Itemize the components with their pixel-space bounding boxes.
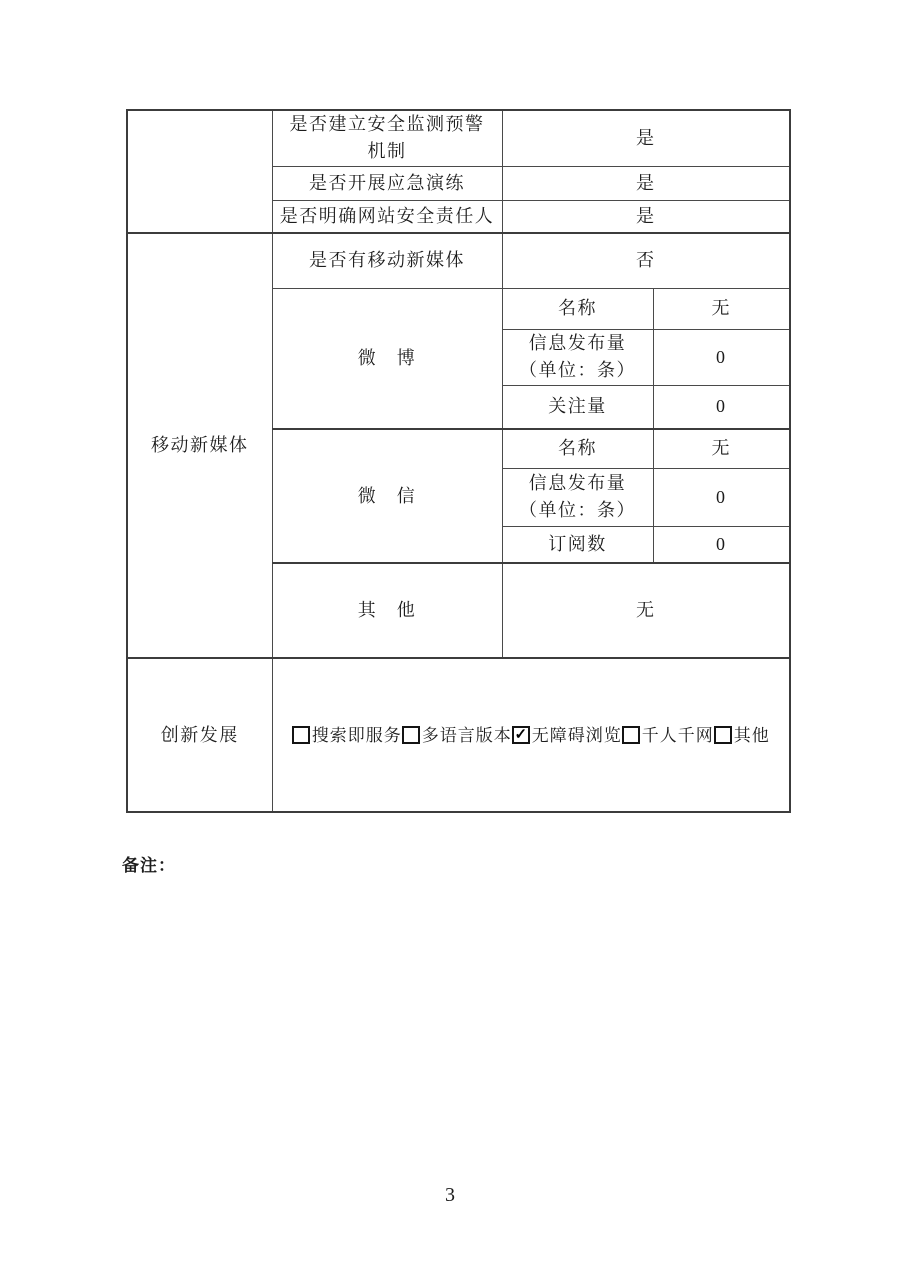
innovation-option-label: 无障碍浏览 (531, 725, 622, 745)
wechat-posts-label (502, 468, 653, 526)
answer-security-responsible: 是 (502, 200, 790, 233)
annual-report-table (126, 109, 791, 813)
weibo-followers-label: 关注量 (502, 385, 653, 429)
question-security-responsible: 是否明确网站安全责任人 (272, 200, 502, 233)
wechat-subscribers-label: 订阅数 (502, 526, 653, 563)
answer-security-monitoring: 是 (502, 110, 790, 166)
weibo-name-label: 名称 (502, 288, 653, 329)
innovation-option (714, 722, 770, 749)
wechat-posts-value: 0 (653, 468, 790, 526)
section-label-empty-cell (127, 110, 272, 233)
question-line: 机制 (367, 141, 407, 162)
checkbox-icon[interactable] (714, 726, 732, 744)
checkbox-icon[interactable] (292, 726, 310, 744)
section-label-innovation: 创新发展 (127, 658, 272, 812)
innovation-option (512, 722, 622, 749)
wechat-label: 微 信 (272, 429, 502, 563)
innovation-option (292, 722, 402, 749)
question-has-mobile-media: 是否有移动新媒体 (272, 233, 502, 288)
checkbox-checked-icon[interactable]: ✓ (512, 726, 530, 744)
innovation-option (402, 722, 512, 749)
label-line: （单位：条） (519, 500, 636, 520)
innovation-option-label: 搜索即服务 (311, 725, 402, 745)
innovation-options (277, 722, 786, 749)
weibo-name-value: 无 (653, 288, 790, 329)
notes-label: 备注： (122, 856, 176, 875)
weibo-posts-value: 0 (653, 329, 790, 385)
innovation-option-label: 千人千网 (641, 725, 714, 745)
weibo-label: 微 博 (272, 288, 502, 429)
other-media-value: 无 (502, 563, 790, 658)
innovation-option-label: 多语言版本 (421, 725, 512, 745)
page-number: 3 (445, 1184, 455, 1206)
question-emergency-drill: 是否开展应急演练 (272, 166, 502, 200)
question-security-monitoring (272, 110, 502, 166)
label-line: 信息发布量 (528, 333, 627, 353)
weibo-posts-label (502, 329, 653, 385)
answer-emergency-drill: 是 (502, 166, 790, 200)
checkbox-icon[interactable] (622, 726, 640, 744)
question-line: 是否建立安全监测预警 (289, 114, 485, 135)
answer-has-mobile-media: 否 (502, 233, 790, 288)
wechat-name-value: 无 (653, 429, 790, 468)
innovation-option-label: 其他 (733, 725, 770, 745)
section-label-mobile-media: 移动新媒体 (127, 233, 272, 658)
wechat-name-label: 名称 (502, 429, 653, 468)
wechat-subscribers-value: 0 (653, 526, 790, 563)
innovation-option (622, 722, 714, 749)
label-line: （单位：条） (519, 360, 636, 380)
innovation-cell (272, 658, 790, 812)
weibo-followers-value: 0 (653, 385, 790, 429)
checkbox-icon[interactable] (402, 726, 420, 744)
other-media-label: 其 他 (272, 563, 502, 658)
label-line: 信息发布量 (528, 473, 627, 493)
